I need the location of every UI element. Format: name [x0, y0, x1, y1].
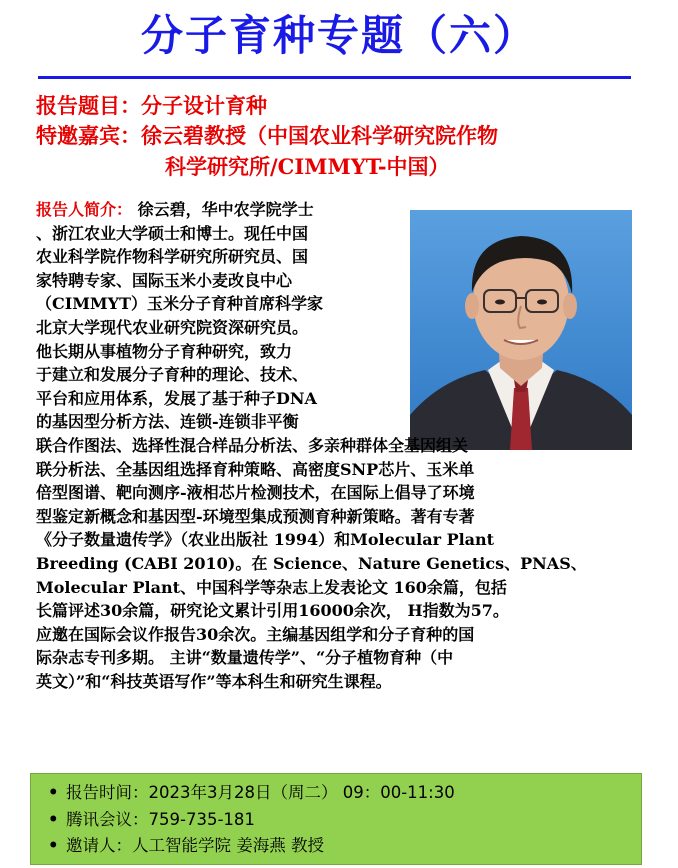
bio-line: 家特聘专家、国际玉米小麦改良中心 [36, 270, 293, 290]
bullet-icon: • [48, 836, 59, 855]
guest-value-line2: 科学研究所/CIMMYT-中国） [165, 154, 450, 179]
report-time-row [48, 781, 455, 805]
meeting-id: 759-735-181 [148, 810, 255, 829]
report-time-label: 报告时间： [66, 783, 149, 802]
bio-line: 平台和应用体系，发展了基于种子DNA [36, 388, 317, 408]
report-topic-value: 分子设计育种 [141, 93, 267, 118]
bio-line: 于建立和发展分子育种的理论、技术、 [36, 365, 309, 385]
inviter-label: 邀请人： [66, 836, 132, 855]
bio-line: 他长期从事植物分子育种研究，致力 [36, 341, 293, 361]
bullet-icon: • [48, 810, 59, 829]
bio-line: 、浙江农业大学硕士和博士。现任中国 [36, 223, 309, 243]
speaker-bio [36, 198, 636, 693]
bio-label: 报告人简介： [36, 200, 133, 219]
bio-line: （CIMMYT）玉米分子育种首席科学家 [36, 294, 323, 314]
bio-line: 英文）”和“科技英语写作”等本科生和研究生课程。 [36, 671, 392, 691]
event-info-box [30, 773, 642, 865]
meeting-row [48, 808, 255, 832]
report-time-value: 2023年3月28日（周二） 09：00-11:30 [148, 783, 455, 802]
bio-line: 《分子数量遗传学》（农业出版社 1994）和Molecular Plant [36, 530, 495, 550]
inviter-value: 人工智能学院 姜海燕 教授 [132, 836, 324, 855]
report-topic [36, 91, 267, 121]
bio-line: Breeding (CABI 2010)。在 Science、Nature Genetics、PNAS、 [36, 553, 587, 573]
meeting-label: 腾讯会议： [66, 810, 149, 829]
guest-label: 特邀嘉宾： [36, 123, 141, 148]
guest-value-line1: 徐云碧教授（中国农业科学研究院作物 [141, 123, 498, 148]
bio-line: 型鉴定新概念和基因型-环境型集成预测育种新策略。著有专著 [36, 506, 475, 526]
guest [36, 121, 498, 151]
bio-line: 联合作图法、选择性混合样品分析法、多亲种群体全基因组关 [36, 435, 469, 455]
bio-line: 农业科学院作物科学研究所研究员、国 [36, 247, 309, 267]
title-divider [38, 76, 631, 79]
bio-line: 倍型图谱、靶向测序-液相芯片检测技术，在国际上倡导了环境 [36, 483, 475, 503]
page-title: 分子育种专题（六） [140, 11, 537, 60]
bio-line: Molecular Plant、中国科学等杂志上发表论文 160余篇，包括 [36, 577, 507, 597]
report-topic-label: 报告题目： [36, 93, 141, 118]
bio-line: 联分析法、全基因组选择育种策略、高密度SNP芯片、玉米单 [36, 459, 475, 479]
bio-line: 报告人简介： 徐云碧，华中农学院学士 [36, 200, 314, 219]
inviter-row [48, 834, 324, 858]
bullet-icon: • [48, 783, 59, 802]
bio-line: 长篇评述30余篇，研究论文累计引用16000余次， H指数为57。 [36, 601, 509, 621]
bio-line: 北京大学现代农业研究院资深研究员。 [36, 317, 309, 337]
bio-line: 应邀在国际会议作报告30余次。主编基因组学和分子育种的国 [36, 624, 475, 644]
bio-line: 的基因型分析方法、连锁-连锁非平衡 [36, 412, 299, 432]
bio-line: 际杂志专刊多期。 主讲“数量遗传学”、“分子植物育种（中 [36, 648, 454, 668]
